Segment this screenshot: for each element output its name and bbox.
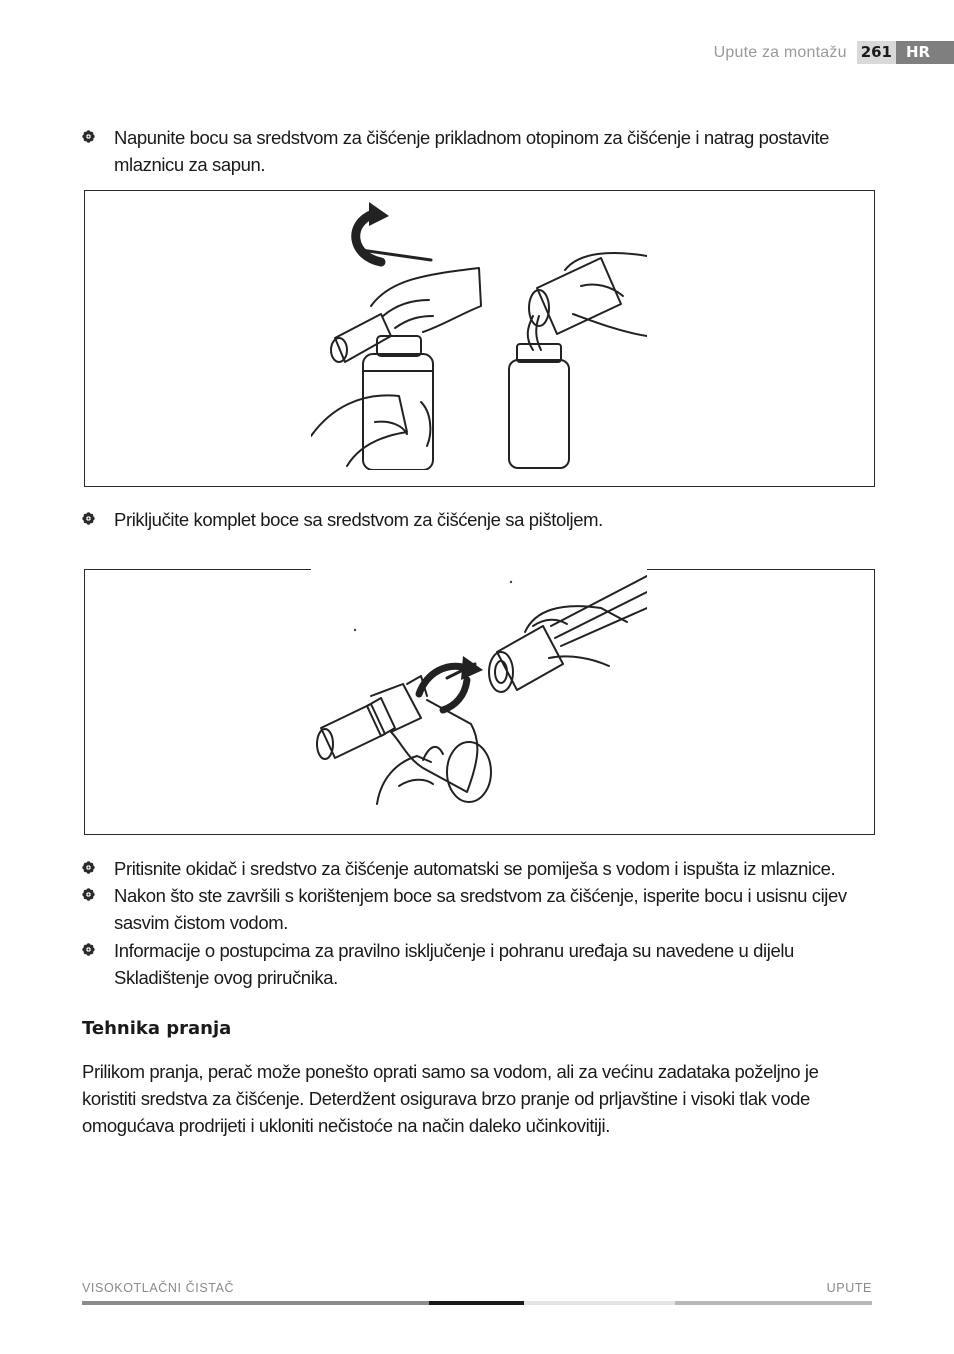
- language-badge: HR: [896, 41, 954, 64]
- bullet-text: Nakon što ste završili s korištenjem boce sa sredstvom za čišćenje, isperite bocu i usisnu cijev sasvim čistom vodom.: [114, 885, 847, 933]
- section-heading: Tehnika pranja: [82, 1018, 232, 1039]
- footer-bar-segment: [524, 1301, 675, 1305]
- flower-bullet-icon: [82, 861, 95, 874]
- bullet-text: Priključite komplet boce sa sredstvom za čišćenje sa pištoljem.: [114, 509, 603, 530]
- bullet-text: Pritisnite okidač i sredstvo za čišćenje automatski se pomiješa s vodom i ispušta iz mlaznice.: [114, 858, 836, 879]
- footer-bar-segment: [429, 1301, 524, 1305]
- bottle-filling-illustration: [311, 196, 647, 470]
- flower-bullet-icon: [82, 512, 95, 525]
- section-paragraph: Prilikom pranja, perač može ponešto oprati samo sa vodom, ali za većinu zadataka poželjno je koristiti sredstva za čišćenje. Deterdžent osigurava brzo pranje od prljavštine i visoki tlak vode omogućava prodrijeti i ukloniti nečistoće na način daleko učinkovitiji.: [82, 1061, 819, 1136]
- flower-bullet-icon: [82, 943, 95, 956]
- bottle-attach-illustration: [311, 546, 647, 818]
- list-item: [82, 882, 882, 936]
- flower-bullet-icon: [82, 130, 95, 143]
- page-header: [714, 41, 954, 64]
- list-item: [82, 506, 882, 533]
- list-item: [82, 855, 882, 882]
- bullet-text: Informacije o postupcima za pravilno isključenje i pohranu uređaja su navedene u dijelu Skladištenje ovog priručnika.: [114, 940, 794, 988]
- footer-product-name: VISOKOTLAČNI ČISTAČ: [82, 1281, 235, 1295]
- footer-bar-segment: [675, 1301, 872, 1305]
- page-number: 261: [857, 41, 896, 64]
- footer-doc-type: UPUTE: [826, 1281, 872, 1295]
- list-item: [82, 937, 882, 991]
- footer-bar-segment: [82, 1301, 429, 1305]
- flower-bullet-icon: [82, 888, 95, 901]
- bullet-text: Napunite bocu sa sredstvom za čišćenje prikladnom otopinom za čišćenje i natrag postavite mlaznicu za sapun.: [114, 127, 830, 175]
- header-section-title: Upute za montažu: [713, 43, 847, 61]
- list-item: [82, 124, 882, 178]
